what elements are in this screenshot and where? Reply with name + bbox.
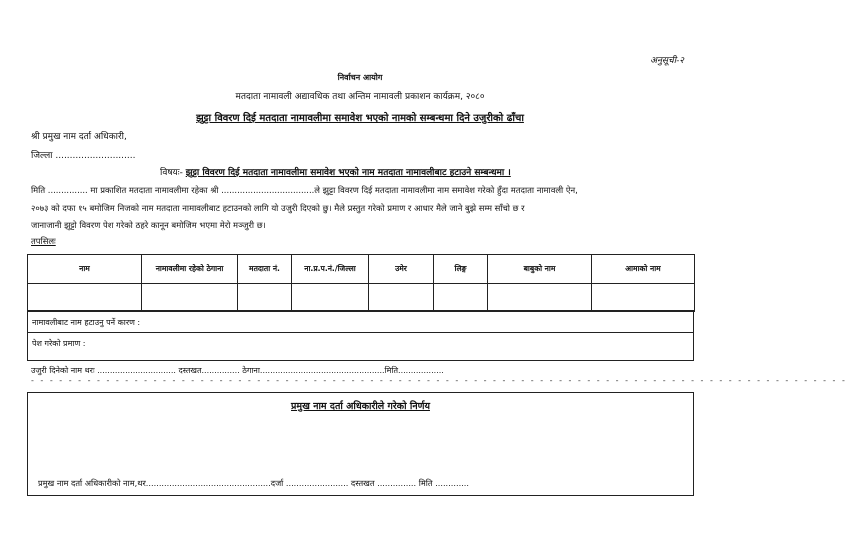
column-header: उमेर	[369, 255, 434, 284]
form-title: झुट्टा विवरण दिई मतदाता नामावलीमा समावेश भएको नामको सम्बन्धमा दिने उजुरीको ढाँचा	[196, 113, 524, 124]
column-header: नामावलीमा रहेको ठेगाना	[142, 255, 238, 284]
column-header: बाबुको नाम	[488, 255, 592, 284]
body-line-2: २०७३ को दफा १५ बमोजिम निजको नाम मतदाता नामावलीबाट हटाउनको लागि यो उजुरी दिएको छु। मैले प्रस्तुत गरेको प्रमाण र आधार मैले जाने बुझे सम्म साँचो छ र	[31, 203, 525, 213]
decision-title: प्रमुख नाम दर्ता अधिकारीले गरेको निर्णय	[291, 401, 430, 412]
complainant-signature-line: उजुरी दिनेको नाम थरः ............................... दस्तखत............... ठेगाना.................................................मिति..................	[31, 366, 444, 375]
addressee-line: श्री प्रमुख नाम दर्ता अधिकारी,	[31, 132, 127, 142]
column-header: आमाको नाम	[592, 255, 695, 284]
reason-box	[27, 310, 694, 361]
column-header: नाम	[28, 255, 142, 284]
table-cell[interactable]	[369, 284, 434, 312]
table-header-row	[28, 255, 695, 284]
evidence-field[interactable]: पेश गरेको प्रमाण :	[32, 339, 86, 348]
table-cell[interactable]	[592, 284, 695, 312]
cut-line: - - - - - - - - - - - - - - - - - - - - - - - - - - - - - - - - - - - - - - - - - - - - - - - - - - - - - - - - - - - - - - - - - - - - - - - - - - - - - - - - - - - - - - -	[31, 376, 847, 385]
divider	[28, 332, 693, 333]
details-label: तपसिलः	[31, 236, 56, 246]
table-cell[interactable]	[238, 284, 292, 312]
table-row	[28, 284, 695, 312]
table-cell[interactable]	[434, 284, 488, 312]
table-cell[interactable]	[142, 284, 238, 312]
annex-label: अनुसूची-२	[650, 56, 684, 66]
removal-reason-field[interactable]: नामावलीबाट नाम हटाउनु पर्ने कारण :	[32, 318, 141, 327]
voter-details-table	[27, 254, 695, 312]
subject-line	[160, 165, 511, 178]
district-line: जिल्ला ............................	[31, 151, 136, 161]
subject-text: झुट्टा विवरण दिई मतदाता नामावलीमा समावेश भएको नाम मतदाता नामावलीबाट हटाउने सम्बन्धमा ।	[185, 168, 511, 178]
table-cell[interactable]	[292, 284, 369, 312]
column-header: ना.प्र.प.नं./जिल्ला	[292, 255, 369, 284]
subject-prefix: विषयः-	[160, 168, 183, 178]
column-header: मतदाता नं.	[238, 255, 292, 284]
officer-signature-line: प्रमुख नाम दर्ता अधिकारीको नाम,थर................................................दर्जा ........................ दस्तखत ............... मिति .............	[38, 478, 469, 488]
body-line-1: मिति ............... मा प्रकाशित मतदाता नामावलीमा रहेका श्री ...................................ले झुट्टा विवरण दिई मतदाता नामावलीमा नाम समावेश गरेको हुँदा मतदाता नामावली ऐन,	[31, 185, 578, 195]
table-cell[interactable]	[488, 284, 592, 312]
program-title: मतदाता नामावली अद्यावधिक तथा अन्तिम नामावली प्रकाशन कार्यक्रम, २०८०	[235, 92, 485, 102]
table-cell[interactable]	[28, 284, 142, 312]
body-line-3: जानाजानी झुट्टो विवरण पेश गरेको ठहरे कानून बमोजिम भएमा मेरो मञ्जुरी छ।	[31, 220, 266, 230]
column-header: लिङ्ग	[434, 255, 488, 284]
decision-box	[27, 392, 694, 496]
organization-name: निर्वाचन आयोग	[337, 73, 383, 82]
